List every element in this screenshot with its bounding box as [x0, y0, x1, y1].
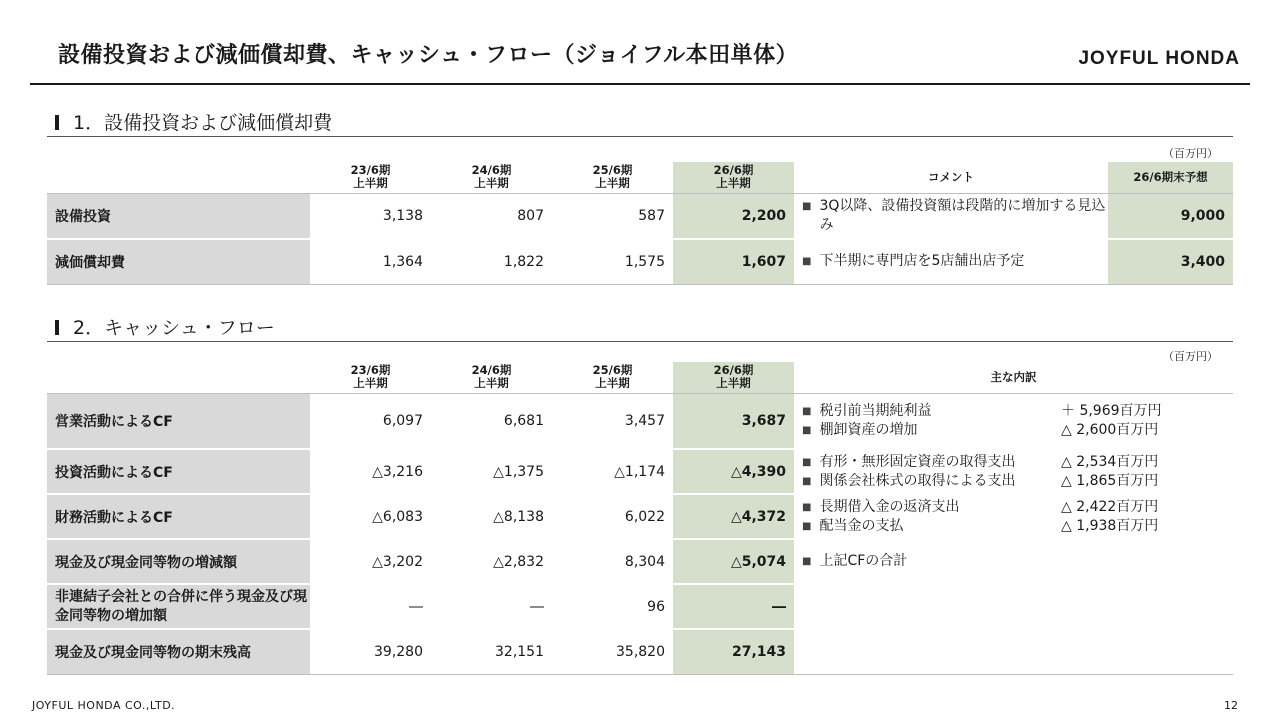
forecast-value: 3,400: [1108, 239, 1233, 284]
bullet-icon: ■: [802, 520, 812, 532]
header-blank: [47, 362, 310, 393]
breakdown-text: 長期借入金の返済支出: [819, 498, 960, 515]
row-label: 非連結子会社との合併に伴う現金及び現金同等物の増加額: [47, 584, 310, 629]
table-row: [47, 539, 1233, 584]
cell-value: △1,174: [614, 463, 665, 480]
row-label: 財務活動によるCF: [47, 494, 310, 539]
row-label: 営業活動によるCF: [47, 393, 310, 449]
cashflow-table: [47, 362, 1233, 675]
breakdown-amount: △ 2,600百万円: [1061, 421, 1159, 438]
cell-value: 35,820: [616, 643, 665, 660]
section2-heading: [55, 313, 275, 340]
section1-heading: [55, 108, 332, 135]
page-number: 12: [1224, 699, 1238, 712]
cell-value: 3,138: [382, 207, 423, 224]
breakdown-text: 配当金の支払: [819, 517, 904, 534]
breakdown-amount: △ 1,938百万円: [1061, 517, 1159, 534]
cell-value: ―: [409, 598, 423, 615]
section2-divider: [47, 341, 1233, 342]
table-row: [47, 393, 1233, 449]
row-label: 設備投資: [47, 193, 310, 239]
cell-value: 587: [638, 207, 665, 224]
col-header-25: 25/6期 上半期: [592, 363, 633, 391]
cell-value-current: △4,372: [673, 494, 794, 539]
section2-heading-text: 2．キャッシュ・フロー: [73, 317, 275, 339]
breakdown-amount: ＋ 5,969百万円: [1061, 402, 1162, 419]
title-divider: [30, 83, 1250, 85]
section1-divider: [47, 136, 1233, 137]
breakdown-cell: [794, 494, 1233, 539]
capex-header-row: [47, 162, 1233, 193]
row-label: 現金及び現金同等物の増減額: [47, 539, 310, 584]
cell-value: ―: [530, 598, 544, 615]
cell-value-current: ―: [673, 584, 794, 629]
breakdown-cell: [794, 629, 1233, 674]
comment-cell: [794, 239, 1108, 284]
cell-value: 3,457: [624, 412, 665, 429]
bullet-icon: ■: [802, 405, 812, 417]
col-header-25: 25/6期 上半期: [592, 163, 633, 191]
cell-value: △3,216: [372, 463, 423, 480]
bullet-icon: ■: [802, 456, 812, 468]
breakdown-amount: △ 2,534百万円: [1061, 453, 1159, 470]
breakdown-cell: [794, 393, 1233, 449]
cell-value: △6,083: [372, 508, 423, 525]
cell-value: △3,202: [372, 553, 423, 570]
col-header-26: 26/6期 上半期: [673, 362, 794, 393]
capex-table: [47, 162, 1233, 285]
table-row: [47, 193, 1233, 239]
section2-unit: （百万円）: [1163, 350, 1218, 363]
breakdown-text: 税引前当期純利益: [819, 402, 932, 419]
breakdown-amount: △ 2,422百万円: [1061, 498, 1159, 515]
table-row: [47, 584, 1233, 629]
col-header-23: 23/6期 上半期: [350, 163, 391, 191]
col-header-26: 26/6期 上半期: [673, 162, 794, 193]
bullet-icon: ■: [802, 200, 812, 212]
breakdown-cell: [794, 584, 1233, 629]
breakdown-cell: [794, 539, 1233, 584]
cell-value: 39,280: [374, 643, 423, 660]
bullet-icon: ■: [802, 501, 812, 513]
cell-value: 1,575: [624, 253, 665, 270]
cell-value: 6,022: [624, 508, 665, 525]
cell-value-current: 3,687: [673, 393, 794, 449]
breakdown-amount: △ 1,865百万円: [1061, 472, 1159, 489]
table-row: [47, 629, 1233, 674]
col-header-24: 24/6期 上半期: [471, 363, 512, 391]
breakdown-header: 主な内訳: [990, 369, 1037, 384]
cell-value-current: 27,143: [673, 629, 794, 674]
cell-value: △2,832: [493, 553, 544, 570]
table-row: [47, 239, 1233, 284]
col-header-23: 23/6期 上半期: [350, 363, 391, 391]
table-row: [47, 449, 1233, 494]
company-logo: JOYFUL HONDA: [1078, 48, 1240, 69]
table-row: [47, 494, 1233, 539]
bullet-icon: ■: [802, 556, 812, 567]
comment-text: 下半期に専門店を5店舗出店予定: [819, 253, 1025, 270]
cell-value-current: △4,390: [673, 449, 794, 494]
bullet-icon: ■: [802, 424, 812, 436]
row-label: 減価償却費: [47, 239, 310, 284]
cell-value: 6,681: [503, 412, 544, 429]
forecast-header: 26/6期末予想: [1108, 162, 1233, 193]
cell-value: 6,097: [382, 412, 423, 429]
header-blank: [47, 162, 310, 193]
section-marker: [55, 320, 59, 335]
row-label: 投資活動によるCF: [47, 449, 310, 494]
comment-header: コメント: [928, 169, 974, 184]
cell-value-current: 1,607: [673, 239, 794, 284]
cell-value-current: △5,074: [673, 539, 794, 584]
comment-text: 3Q以降、設備投資額は段階的に増加する見込み: [819, 197, 1106, 233]
breakdown-text: 上記CFの合計: [819, 553, 908, 569]
cell-value: 96: [647, 598, 665, 615]
page-title: 設備投資および減価償却費、キャッシュ・フロー（ジョイフル本田単体）: [58, 43, 799, 68]
cell-value: 32,151: [495, 643, 544, 660]
cell-value: 807: [517, 207, 544, 224]
cell-value: 1,822: [503, 253, 544, 270]
cell-value: 1,364: [382, 253, 423, 270]
comment-cell: [794, 193, 1108, 239]
cell-value-current: 2,200: [673, 193, 794, 239]
breakdown-text: 棚卸資産の増加: [819, 421, 918, 438]
section-marker: [55, 115, 59, 130]
section1-unit: （百万円）: [1163, 147, 1218, 160]
section1-heading-text: 1．設備投資および減価償却費: [73, 112, 333, 134]
bullet-icon: ■: [802, 256, 812, 268]
cell-value: △1,375: [493, 463, 544, 480]
cell-value: △8,138: [493, 508, 544, 525]
row-label: 現金及び現金同等物の期末残高: [47, 629, 310, 674]
col-header-24: 24/6期 上半期: [471, 163, 512, 191]
bullet-icon: ■: [802, 475, 812, 487]
cell-value: 8,304: [624, 553, 665, 570]
breakdown-cell: [794, 449, 1233, 494]
cashflow-header-row: [47, 362, 1233, 393]
breakdown-text: 関係会社株式の取得による支出: [819, 472, 1016, 489]
footer-company: JOYFUL HONDA CO.,LTD.: [32, 699, 176, 712]
forecast-value: 9,000: [1108, 193, 1233, 239]
breakdown-text: 有形・無形固定資産の取得支出: [819, 453, 1016, 470]
